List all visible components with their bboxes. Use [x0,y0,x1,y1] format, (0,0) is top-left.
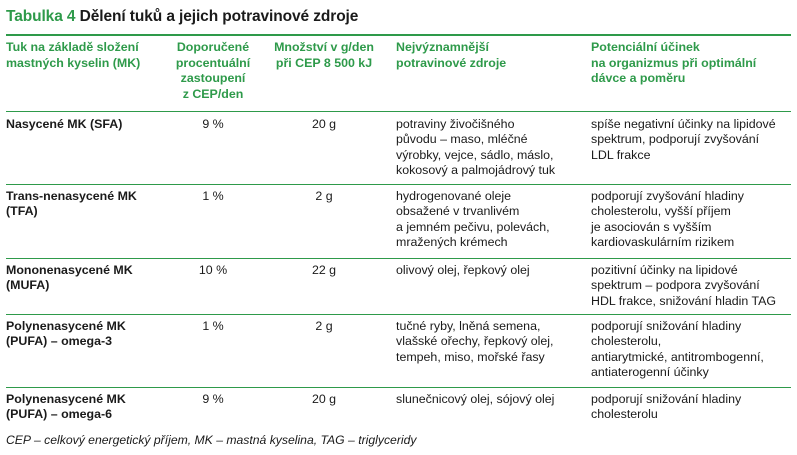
cell-potential-effect-line: pozitivní účinky na lipidové [591,263,738,277]
header-potential-effect-line: Potenciální účinek [591,40,700,54]
cell-food-sources-line: vlašské ořechy, řepkový olej, [396,334,554,349]
header-potential-effect-line: dávce a poměru [591,71,686,85]
header-recommended-percent-line: z CEP/den [182,86,244,101]
cell-fat-type [6,319,166,350]
cell-potential-effect-line: cholesterolu, [591,334,662,349]
cell-food-sources-line: obsažené v trvanlivém [396,204,520,219]
cell-potential-effect-line: antiaterogenní účinky [591,365,709,380]
cell-potential-effect-line: podporují snižování hladiny [591,319,742,333]
cell-food-sources-line: slunečnicový olej, sójový olej [396,392,555,406]
cell-fat-type [6,263,166,294]
cell-recommended-percent: 1 % [202,189,224,203]
header-daily-amount-line: Množství v g/den [274,40,374,54]
header-recommended-percent [168,40,258,108]
cell-fat-type-line: Mononenasycené MK [6,263,133,277]
cell-potential-effect [591,189,791,251]
cell-recommended-percent: 9 % [202,392,224,406]
cell-food-sources-line: hydrogenované oleje [396,189,512,203]
header-potential-effect [591,40,791,108]
cell-fat-type [6,117,166,132]
cell-fat-type [6,392,166,423]
cell-fat-type-line: Trans-nenasycené MK [6,189,137,203]
cell-daily-amount: 20 g [311,392,337,406]
cell-food-sources-line: tempeh, miso, mořské řasy [396,349,545,364]
cell-fat-type-line: (PUFA) – omega-3 [6,334,113,349]
header-daily-amount [260,40,388,108]
table-title: Dělení tuků a jejich potravinové zdroje [79,8,359,25]
cell-food-sources-line: původu – maso, mléčné [396,132,528,147]
cell-recommended-percent: 9 % [202,117,224,131]
cell-food-sources [396,117,586,179]
cell-recommended-percent: 1 % [202,319,224,333]
header-rule [6,111,791,112]
cell-potential-effect-line: LDL frakce [591,147,651,162]
cell-food-sources-line: olivový olej, řepkový olej [396,263,530,277]
cell-food-sources [396,189,586,251]
header-food-sources-line: Nejvýznamnější [396,40,489,54]
cell-potential-effect [591,117,791,163]
row-divider [6,314,791,315]
top-rule [6,34,791,36]
cell-potential-effect-line: podporují zvyšování hladiny [591,189,744,203]
cell-potential-effect-line: podporují snižování hladiny [591,392,742,406]
cell-food-sources-line: a jemném pečivu, polevách, [396,219,550,234]
cell-potential-effect [591,263,791,309]
header-potential-effect-line: na organizmus při optimální [591,55,757,70]
cell-food-sources [396,319,586,365]
cell-potential-effect [591,392,791,423]
cell-food-sources-line: tučné ryby, lněná semena, [396,319,541,333]
cell-fat-type-line: Polynenasycené MK [6,319,126,333]
cell-food-sources-line: mražených krémech [396,235,508,250]
cell-food-sources [396,263,586,278]
header-daily-amount-line: při CEP 8 500 kJ [275,55,373,70]
cell-fat-type [6,189,166,220]
cell-fat-type-line: Nasycené MK (SFA) [6,117,123,131]
cell-food-sources-line: výrobky, vejce, sádlo, máslo, [396,147,554,162]
cell-potential-effect [591,319,791,381]
cell-potential-effect-line: cholesterolu, vyšší příjem [591,204,731,219]
cell-fat-type-line: (TFA) [6,204,38,219]
cell-potential-effect-line: kardiovaskulárním rizikem [591,235,735,250]
cell-daily-amount: 2 g [315,319,333,333]
row-divider [6,258,791,259]
header-recommended-percent-line: procentuální [175,55,251,70]
table-footnote: CEP – celkový energetický příjem, MK – mastná kyselina, TAG – triglyceridy [6,433,417,447]
cell-recommended-percent: 10 % [198,263,228,277]
header-fat-type [6,40,166,108]
header-food-sources-line: potravinové zdroje [396,55,507,70]
cell-daily-amount: 22 g [311,263,337,277]
header-fat-type-line: mastných kyselin (MK) [6,55,141,70]
cell-food-sources-line: potraviny živočišného [396,117,515,131]
cell-potential-effect-line: cholesterolu [591,407,658,422]
row-divider [6,387,791,388]
cell-potential-effect-line: spektrum – podpora zvyšování [591,278,760,293]
row-divider [6,184,791,185]
cell-daily-amount: 20 g [311,117,337,131]
cell-fat-type-line: Polynenasycené MK [6,392,126,406]
cell-potential-effect-line: spektrum, podporují zvyšování [591,132,760,147]
cell-fat-type-line: (PUFA) – omega-6 [6,407,113,422]
cell-food-sources [396,392,586,407]
header-food-sources [396,40,586,108]
table-number: Tabulka 4 [6,8,76,25]
cell-potential-effect-line: je asociován s vyšším [591,219,712,234]
cell-daily-amount: 2 g [315,189,333,203]
cell-fat-type-line: (MUFA) [6,278,50,293]
header-recommended-percent-line: zastoupení [180,71,246,85]
cell-potential-effect-line: spíše negativní účinky na lipidové [591,117,776,131]
header-fat-type-line: Tuk na základě složení [6,40,139,54]
header-recommended-percent-line: Doporučené [176,40,250,54]
cell-potential-effect-line: antiarytmické, antitrombogenní, [591,349,764,364]
cell-potential-effect-line: HDL frakce, snižování hladin TAG [591,293,777,308]
table-caption [6,8,358,26]
cell-food-sources-line: kokosový a palmojádrový tuk [396,163,556,178]
